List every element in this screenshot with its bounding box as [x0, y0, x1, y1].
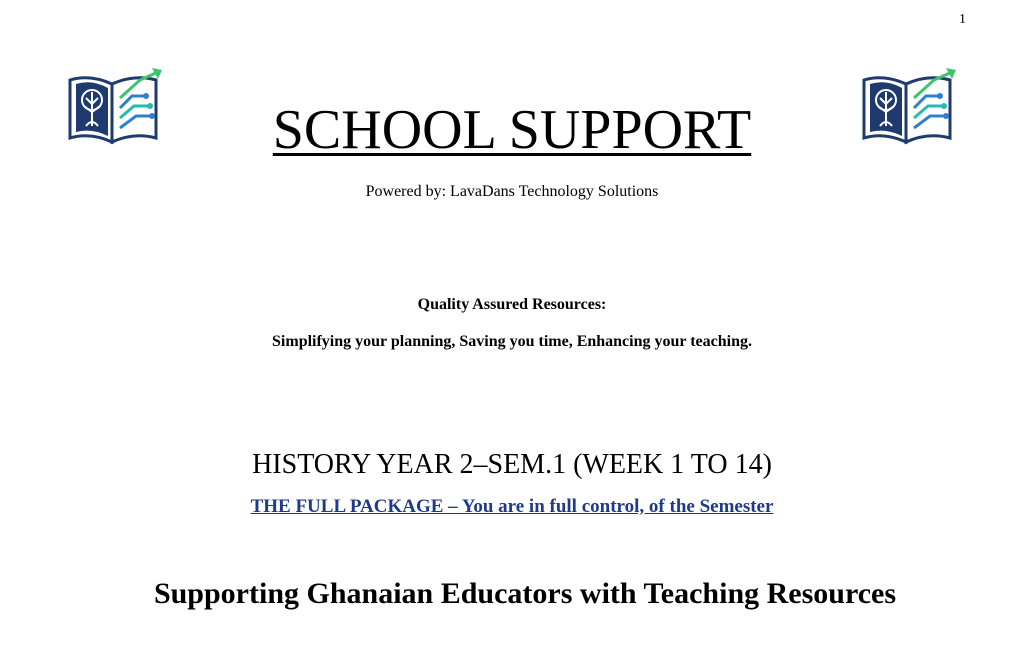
title-text: SCHOOL SUPPORT	[272, 99, 752, 161]
page-title	[0, 94, 1024, 166]
course-title: HISTORY YEAR 2–SEM.1 (WEEK 1 TO 14)	[252, 449, 772, 480]
quality-heading: Quality Assured Resources:	[417, 296, 607, 313]
support-statement: Supporting Ghanaian Educators with Teaching Resources	[153, 577, 897, 610]
package-link-row	[0, 494, 1024, 520]
page-number: 1	[959, 12, 966, 27]
quality-tagline: Simplifying your planning, Saving you time, Enhancing your teaching.	[272, 333, 752, 350]
powered-by-text: Powered by: LavaDans Technology Solutions	[365, 183, 659, 200]
full-package-link[interactable]: THE FULL PACKAGE – You are in full control, of the Semester	[250, 496, 774, 517]
